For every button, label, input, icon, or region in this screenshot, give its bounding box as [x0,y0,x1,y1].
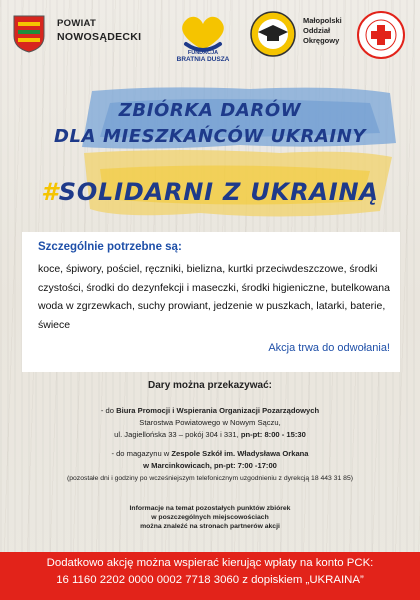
info-line-2: w poszczególnych miejscowościach [151,514,269,521]
graduation-cap-icon [248,10,298,58]
needs-heading: Szczególnie potrzebne są: [38,241,182,253]
needs-box [22,232,400,372]
hashtag-text: SOLIDARNI Z UKRAINĄ [58,178,379,206]
location-1-line-2: Starostwa Powiatowego w Nowym Sączu, [139,418,281,427]
powiat-label-bottom: NOWOSĄDECKI [57,31,142,43]
malopolski-oddzial-label [303,16,342,46]
info-line-1: Informacje na temat pozostałych punktów zbiórek [129,505,291,512]
info-line-3: można znaleźć na stronach partnerów akcji [140,523,280,530]
oddzial-line: Oddział [303,26,331,35]
partner-logos [0,0,420,68]
hashtag-title [0,178,420,206]
okregowy-line: Okręgowy [303,36,340,45]
red-cross-icon [356,10,406,60]
location-2-town: w Marcinkowicach [143,461,210,470]
location-1-prefix: - do [100,406,117,415]
powiat-label-top: POWIAT [57,18,97,29]
other-days-note: (pozostałe dni i godziny po wcześniejszym telefonicznym uzgodnieniu z dyrekcją 18 443 31 85) [66,475,353,482]
location-2-line-1 [0,449,420,458]
title-line-2: DLA MIESZKAŃCÓW UKRAINY [53,126,367,147]
location-2-line-2 [0,461,420,470]
needs-list: koce, śpiwory, pościel, ręczniki, bielizna, kurtki przeciwdeszczowe, środki czystości, środki do dezynfekcji i maseczki, środki higieniczne, butelkowana woda w zgrzewkach, suchy prowiant, jedzenie w puszkach, latarki, baterie, świece [38,263,390,331]
pck-footer-banner [0,552,420,600]
hash-symbol: # [41,178,59,206]
footer-line-1: Dodatkowo akcję można wspierać kierując wpłaty na konto PCK: [46,557,374,569]
location-1-line-1 [0,406,420,415]
powiat-coat-of-arms-icon [12,14,46,54]
footer-bank-account: 16 1160 2202 0000 0002 7718 3060 z dopiskiem „UKRAINA” [56,574,364,586]
location-1-hours: pn-pt: 8:00 - 15:30 [240,430,306,439]
location-2-prefix: - do magazynu w [111,449,172,458]
location-1-office: Biura Promocji i Wspierania Organizacji Pozarządowych [116,406,320,415]
donation-heading: Dary można przekazywać: [148,380,272,391]
action-duration-note: Akcja trwa do odwołania! [268,342,390,354]
location-2-hours: , pn-pt: 7:00 -17:00 [209,461,277,470]
bratnia-dusza-label: BRATNIA DUSZA [176,56,230,63]
malopolski-line: Małopolski [303,16,342,25]
fundacja-label: FUNDACJA [187,50,219,56]
title-line-1: ZBIÓRKA DARÓW [118,100,302,121]
location-2-school: Zespole Szkół im. Władysława Orkana [171,449,309,458]
location-1-line-3 [0,430,420,439]
location-1-address: ul. Jagiellońska 33 – pokój 304 i 331, [114,430,241,439]
